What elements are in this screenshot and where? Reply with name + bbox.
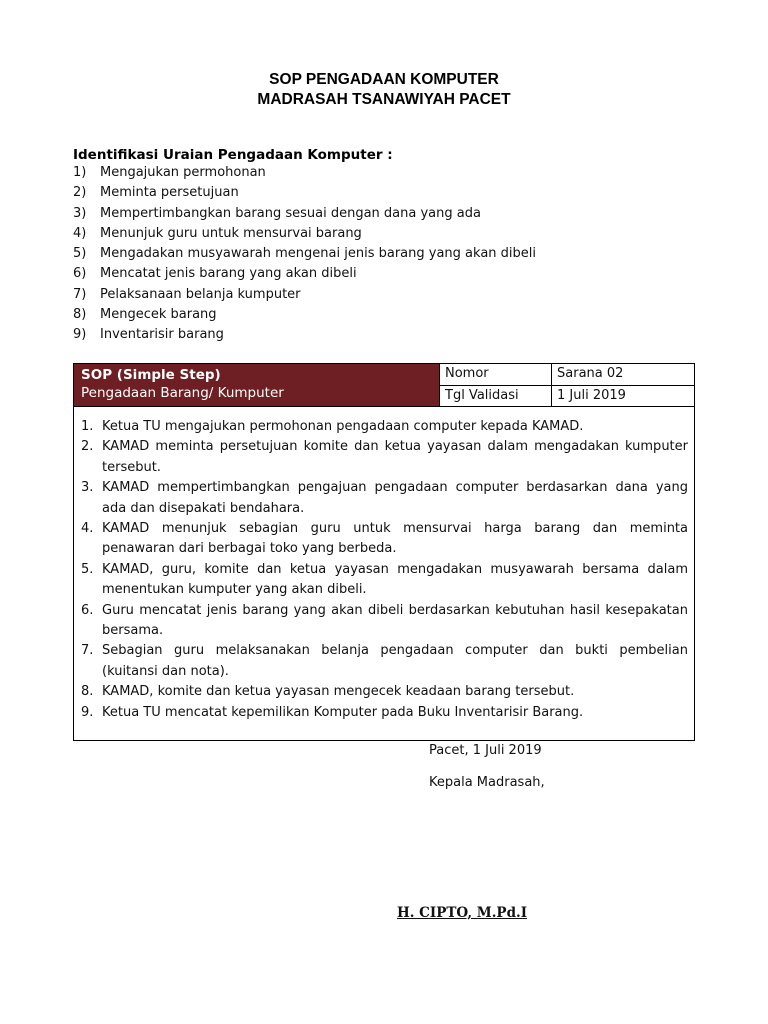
identification-item: 7) Pelaksanaan belanja kumputer	[73, 286, 301, 302]
sop-steps-list	[81, 417, 688, 723]
title-line-2: MADRASAH TSANAWIYAH PACET	[257, 91, 511, 108]
sop-step: 5. KAMAD, guru, komite dan ketua yayasan mengadakan musyawarah bersama dalam menentukan kumputer yang akan dibeli.	[81, 561, 688, 598]
sop-table-header	[74, 364, 439, 406]
identification-item: 1) Mengajukan permohonan	[73, 165, 266, 180]
sop-step: 3. KAMAD mempertimbangkan pengajuan pengadaan computer berdasarkan dana yang ada dan disepakati bendahara.	[81, 480, 688, 516]
sop-table	[73, 363, 695, 741]
title-line-1: SOP PENGADAAN KOMPUTER	[269, 71, 499, 88]
document-title	[0, 70, 768, 110]
identification-item: 5) Mengadakan musyawarah mengenai jenis barang yang akan dibeli	[73, 246, 536, 262]
sop-step: 6. Guru mencatat jenis barang yang akan dibeli berdasarkan kebutuhan hasil kesepakatan bersama.	[81, 602, 688, 639]
nomor-value: Sarana 02	[551, 364, 694, 385]
sop-meta-grid	[439, 364, 694, 406]
sop-step: 4. KAMAD menunjuk sebagian guru untuk mensurvai harga barang dan meminta penawaran dari berbagai toko yang berbeda.	[81, 521, 688, 557]
sop-header-line-1: SOP (Simple Step)	[81, 367, 221, 383]
identification-heading: Identifikasi Uraian Pengadaan Komputer :	[73, 147, 393, 163]
identification-item: 2) Meminta persetujuan	[73, 185, 239, 201]
validasi-label: Tgl Validasi	[439, 385, 551, 406]
signature-place-date: Pacet, 1 Juli 2019	[429, 743, 542, 758]
identification-item: 6) Mencatat jenis barang yang akan dibeli	[73, 266, 357, 282]
signature-role: Kepala Madrasah,	[429, 775, 545, 790]
identification-item: 8) Mengecek barang	[73, 307, 217, 323]
identification-item: 9) Inventarisir barang	[73, 327, 224, 343]
identification-item: 3) Mempertimbangkan barang sesuai dengan dana yang ada	[73, 205, 481, 221]
sop-header-line-2: Pengadaan Barang/ Kumputer	[81, 385, 284, 401]
sop-step: 7. Sebagian guru melaksanakan belanja pengadaan computer dan bukti pembelian (kuitansi dan nota).	[81, 643, 688, 679]
nomor-label: Nomor	[439, 364, 551, 385]
signature-name: H. CIPTO, M.Pd.I	[397, 905, 528, 921]
sop-step: 9. Ketua TU mencatat kepemilikan Komputer pada Buku Inventarisir Barang.	[81, 704, 584, 720]
validasi-value: 1 Juli 2019	[551, 385, 694, 406]
sop-table-divider	[74, 406, 694, 407]
sop-step: 8. KAMAD, komite dan ketua yayasan mengecek keadaan barang tersebut.	[81, 684, 575, 700]
identification-list	[73, 163, 536, 346]
sop-step: 2. KAMAD meminta persetujuan komite dan ketua yayasan dalam mengadakan kumputer tersebut.	[81, 439, 688, 475]
sop-step: 1. Ketua TU mengajukan permohonan pengadaan computer kepada KAMAD.	[81, 419, 584, 434]
identification-item: 4) Menunjuk guru untuk mensurvai barang	[73, 225, 362, 241]
